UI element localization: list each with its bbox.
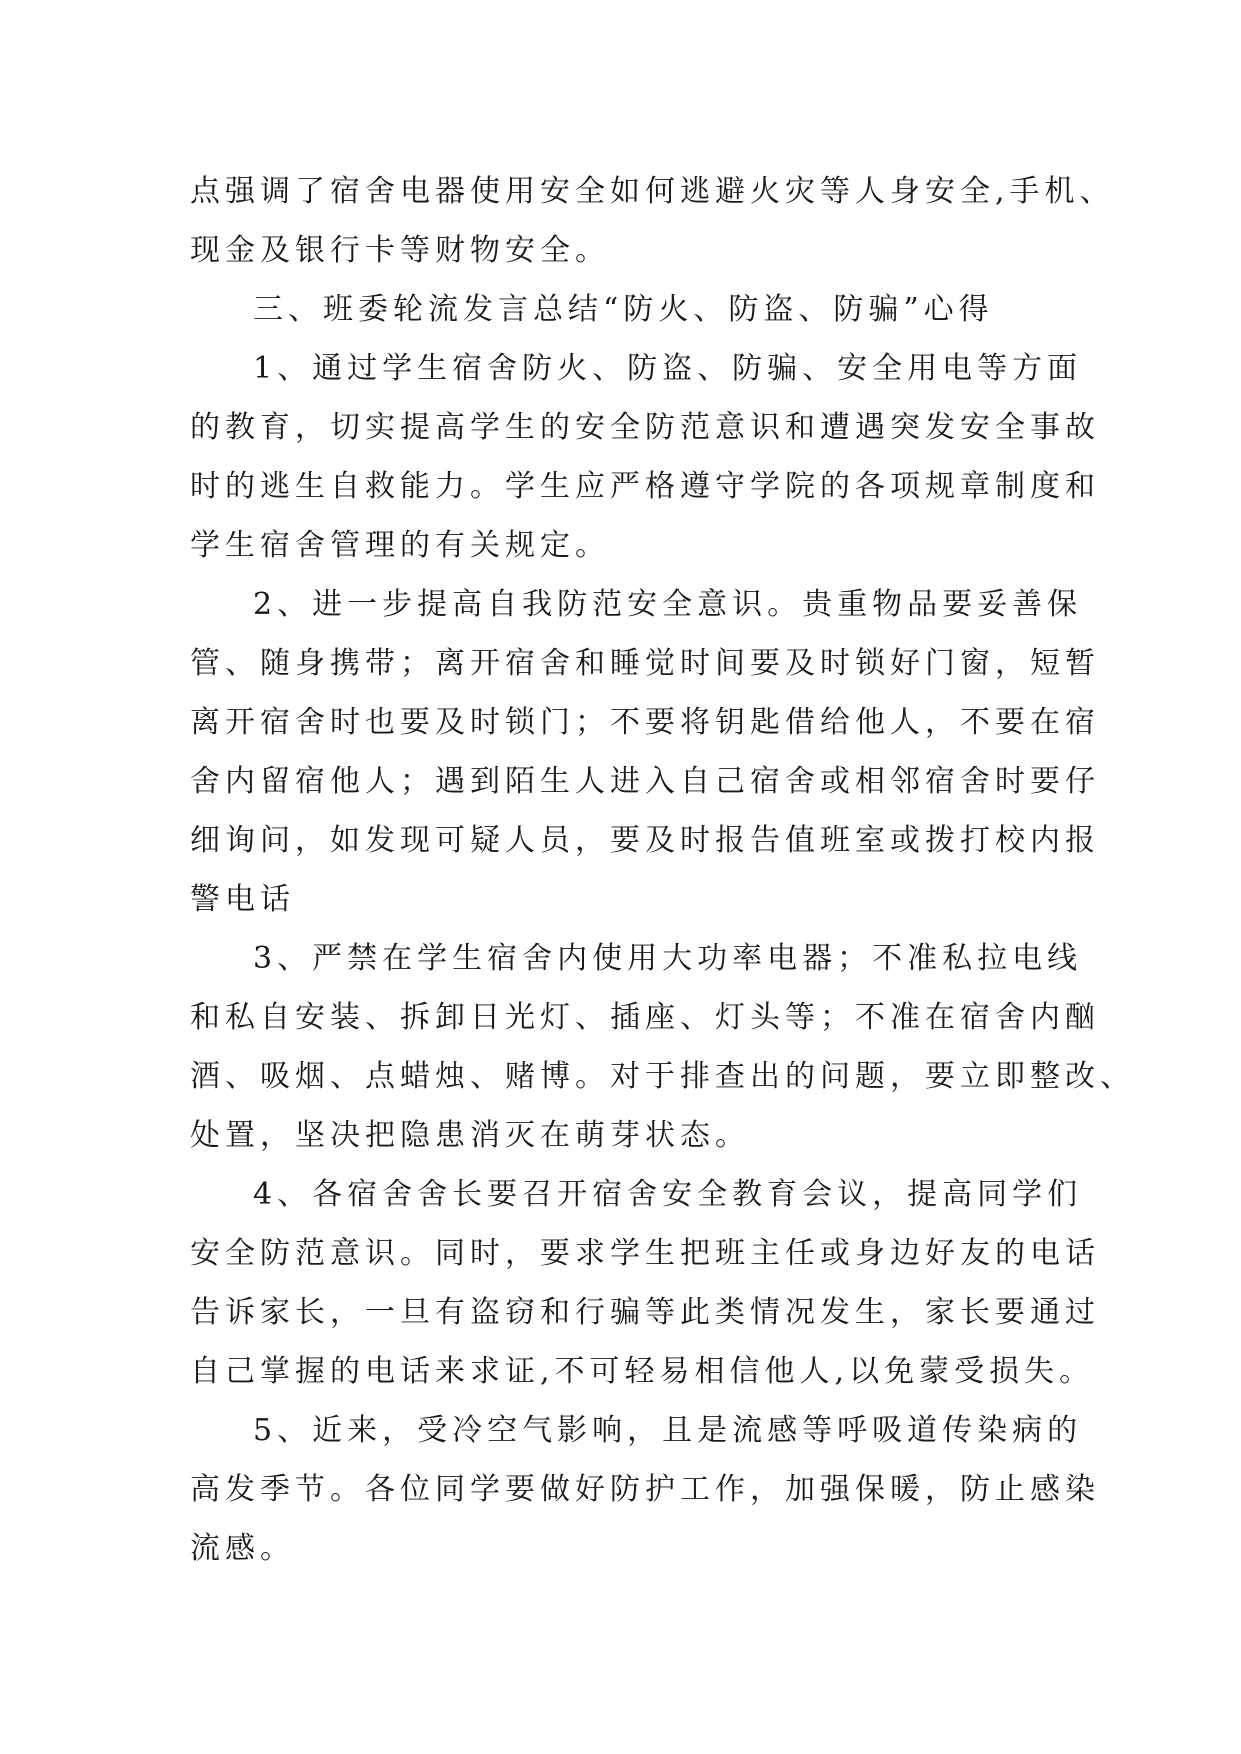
- text-line: 点强调了宿舍电器使用安全如何逃避火灾等人身安全,手机、: [190, 174, 1115, 209]
- text-line: 学生宿舍管理的有关规定。: [190, 528, 610, 563]
- text-line: 细询问，如发现可疑人员，要及时报告值班室或拨打校内报: [190, 823, 1100, 858]
- paragraph-item-2: [190, 575, 1100, 929]
- paragraph-item-5: [190, 1401, 1100, 1578]
- text-line: 5、近来，受冷空气影响，且是流感等呼吸道传染病的: [253, 1413, 1083, 1448]
- section-three-heading: [190, 280, 1090, 339]
- text-line: 告诉家长，一旦有盗窃和行骗等此类情况发生，家长要通过: [190, 1295, 1100, 1330]
- text-line: 的教育，切实提高学生的安全防范意识和遭遇突发安全事故: [190, 410, 1100, 445]
- paragraph-continuation: [190, 162, 1115, 280]
- text-line: 2、进一步提高自我防范安全意识。贵重物品要妥善保: [253, 587, 1083, 622]
- text-line: 酒、吸烟、点蜡烛、赌博。对于排查出的问题，要立即整改、: [190, 1059, 1135, 1094]
- heading-line: 三、班委轮流发言总结“防火、防盗、防骗”心得: [253, 292, 994, 327]
- text-line: 管、随身携带；离开宿舍和睡觉时间要及时锁好门窗，短暂: [190, 646, 1100, 681]
- text-line: 现金及银行卡等财物安全。: [190, 233, 610, 268]
- text-line: 流感。: [190, 1531, 295, 1566]
- text-line: 1、通过学生宿舍防火、防盗、防骗、安全用电等方面: [253, 351, 1083, 386]
- text-line: 处置，坚决把隐患消灭在萌芽状态。: [190, 1118, 750, 1153]
- paragraph-item-3: [190, 929, 1135, 1165]
- paragraph-item-4: [190, 1165, 1100, 1401]
- text-line: 时的逃生自救能力。学生应严格遵守学院的各项规章制度和: [190, 469, 1100, 504]
- document-body: [190, 162, 1135, 1578]
- text-line: 4、各宿舍舍长要召开宿舍安全教育会议，提高同学们: [253, 1177, 1083, 1212]
- text-line: 离开宿舍时也要及时锁门；不要将钥匙借给他人，不要在宿: [190, 705, 1100, 740]
- text-line: 安全防范意识。同时，要求学生把班主任或身边好友的电话: [190, 1236, 1100, 1271]
- text-line: 和私自安装、拆卸日光灯、插座、灯头等；不准在宿舍内酗: [190, 1000, 1100, 1035]
- text-line: 自己掌握的电话来求证,不可轻易相信他人,以免蒙受损失。: [190, 1354, 1095, 1389]
- text-line: 3、严禁在学生宿舍内使用大功率电器；不准私拉电线: [253, 941, 1083, 976]
- text-line: 高发季节。各位同学要做好防护工作，加强保暖，防止感染: [190, 1472, 1100, 1507]
- text-line: 舍内留宿他人；遇到陌生人进入自己宿舍或相邻宿舍时要仔: [190, 764, 1100, 799]
- text-line: 警电话: [190, 882, 295, 917]
- paragraph-item-1: [190, 339, 1100, 575]
